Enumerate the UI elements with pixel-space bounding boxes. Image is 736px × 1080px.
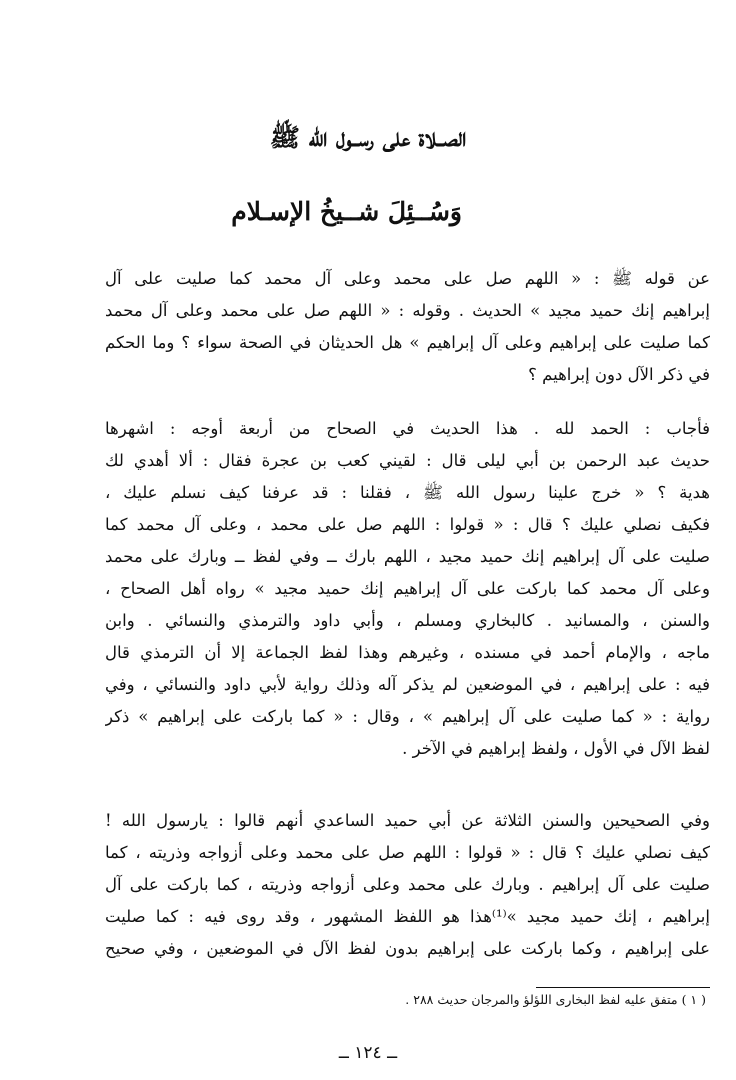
text-line: فيه : على إبراهيم ، في الموضعين لم يذكر آله وذلك رواية لأبي داود والنسائي ، وفي	[105, 675, 710, 694]
text-line: على إبراهيم ، وكما باركت على إبراهيم بدون لفظ الآل في الموضعين ، وفي صحيح	[105, 939, 710, 958]
text-line: وفي الصحيحين والسنن الثلاثة عن أبي حميد الساعدي أنهم قالوا : يارسول الله !	[105, 811, 710, 830]
page-number: ــ ١٢٤ ــ	[338, 1043, 398, 1063]
text-line: هدية ؟ « خرج علينا رسول الله ﷺ ، فقلنا : قد عرفنا كيف نسلم عليك ،	[105, 483, 710, 502]
text-line: فأجاب : الحمد لله . هذا الحديث في الصحاح من أربعة أوجه : اشهرها	[105, 419, 710, 438]
section-subtitle: وَسُــئِلَ شــيخُ الإسـلام	[231, 197, 462, 226]
footnote: ( ١ ) متفق عليه لفظ البخارى اللؤلؤ والمرجان حديث ٢٨٨ .	[405, 992, 706, 1007]
answer-paragraph	[105, 413, 710, 765]
text-line: كيف نصلي عليك ؟ قال : « قولوا : اللهم صل على محمد وعلى أزواجه وذريته ، كما	[105, 843, 710, 862]
text-line: ماجه ، والإمام أحمد في مسنده ، وغيرهم وهذا لفظ الجماعة إلا أن الترمذي قال	[105, 643, 710, 662]
text-line: إبراهيم إنك حميد مجيد » الحديث . وقوله : « اللهم صل على محمد وعلى آل محمد	[105, 301, 710, 320]
text-line: وعلى آل محمد كما باركت على آل إبراهيم إنك حميد مجيد » رواه أهل الصحاح ،	[105, 579, 710, 598]
text-line: كما صليت على إبراهيم وعلى آل إبراهيم » هل الحديثان في الصحة سواء ؟ وما الحكم	[105, 333, 710, 352]
text-line: في ذكر الآل دون إبراهيم ؟	[528, 365, 710, 384]
page-title: الصــلاة على رســول الله ﷺ	[269, 123, 467, 152]
continuation-paragraph	[105, 805, 710, 965]
text-line: عن قوله ﷺ : « اللهم صل على محمد وعلى آل محمد كما صليت على آل	[105, 269, 710, 288]
text-line: صليت على آل إبراهيم . وبارك على محمد وعلى أزواجه وذريته ، كما باركت على آل	[105, 875, 710, 894]
text-line: حديث عبد الرحمن بن أبي ليلى قال : لقيني كعب بن عجرة فقال : ألا أهدي لك	[105, 451, 710, 470]
text-line: فكيف نصلي عليك ؟ قال : « قولوا : اللهم صل على محمد ، وعلى آل محمد كما	[105, 515, 710, 534]
text-line: والسنن ، والمسانيد . كالبخاري ومسلم ، وأبي داود والترمذي والنسائي . وابن	[105, 611, 710, 630]
text-line: إبراهيم ، إنك حميد مجيد »⁽¹⁾هذا هو اللفظ المشهور ، وقد روى فيه : كما صليت	[105, 907, 710, 926]
question-paragraph	[105, 263, 710, 391]
text-line: رواية : « كما صليت على آل إبراهيم » ، وقال : « كما باركت على إبراهيم » ذكر	[105, 707, 710, 726]
text-line: صليت على آل إبراهيم إنك حميد مجيد ، اللهم بارك ــ وفي لفظ ــ وبارك على محمد	[105, 547, 710, 566]
footnote-divider	[536, 987, 710, 988]
text-line: لفظ الآل في الأول ، ولفظ إبراهيم في الآخر .	[402, 739, 710, 758]
